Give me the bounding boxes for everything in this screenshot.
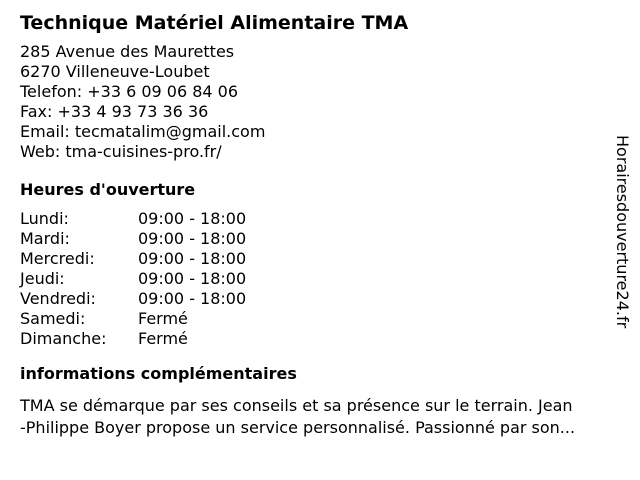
- opening-hours-heading: Heures d'ouverture: [20, 180, 196, 199]
- hours-time: 09:00 - 18:00: [138, 209, 247, 228]
- hours-time: Fermé: [138, 329, 188, 348]
- hours-time: Fermé: [138, 309, 188, 328]
- additional-info-heading: informations complémentaires: [20, 364, 297, 383]
- hours-day: Vendredi:: [20, 289, 96, 308]
- business-name: Technique Matériel Alimentaire TMA: [20, 12, 409, 34]
- site-watermark: Horairesdouverture24.fr: [613, 135, 632, 329]
- opening-hours-table: [20, 209, 625, 349]
- hours-row-monday: [20, 209, 625, 229]
- hours-row-saturday: [20, 309, 625, 329]
- address-line-1: 285 Avenue des Maurettes: [20, 42, 235, 61]
- hours-row-sunday: [20, 329, 625, 349]
- hours-row-tuesday: [20, 229, 625, 249]
- hours-row-wednesday: [20, 249, 625, 269]
- hours-time: 09:00 - 18:00: [138, 249, 247, 268]
- hours-day: Jeudi:: [20, 269, 65, 288]
- hours-day: Mardi:: [20, 229, 70, 248]
- hours-time: 09:00 - 18:00: [138, 289, 247, 308]
- hours-row-friday: [20, 289, 625, 309]
- additional-info-text: [20, 395, 625, 439]
- fax-number: Fax: +33 4 93 73 36 36: [20, 102, 209, 121]
- business-card: [20, 10, 625, 439]
- hours-day: Dimanche:: [20, 329, 107, 348]
- info-line-2: -Philippe Boyer propose un service personnalisé. Passionné par son...: [20, 418, 576, 437]
- hours-day: Samedi:: [20, 309, 86, 328]
- hours-row-thursday: [20, 269, 625, 289]
- hours-time: 09:00 - 18:00: [138, 229, 247, 248]
- address-line-2: 6270 Villeneuve-Loubet: [20, 62, 210, 81]
- contact-block: [20, 42, 625, 162]
- phone-number: Telefon: +33 6 09 06 84 06: [20, 82, 239, 101]
- hours-time: 09:00 - 18:00: [138, 269, 247, 288]
- info-line-1: TMA se démarque par ses conseils et sa présence sur le terrain. Jean: [20, 396, 573, 415]
- hours-day: Lundi:: [20, 209, 69, 228]
- website: Web: tma-cuisines-pro.fr/: [20, 142, 222, 161]
- hours-day: Mercredi:: [20, 249, 95, 268]
- email-address: Email: tecmatalim@gmail.com: [20, 122, 266, 141]
